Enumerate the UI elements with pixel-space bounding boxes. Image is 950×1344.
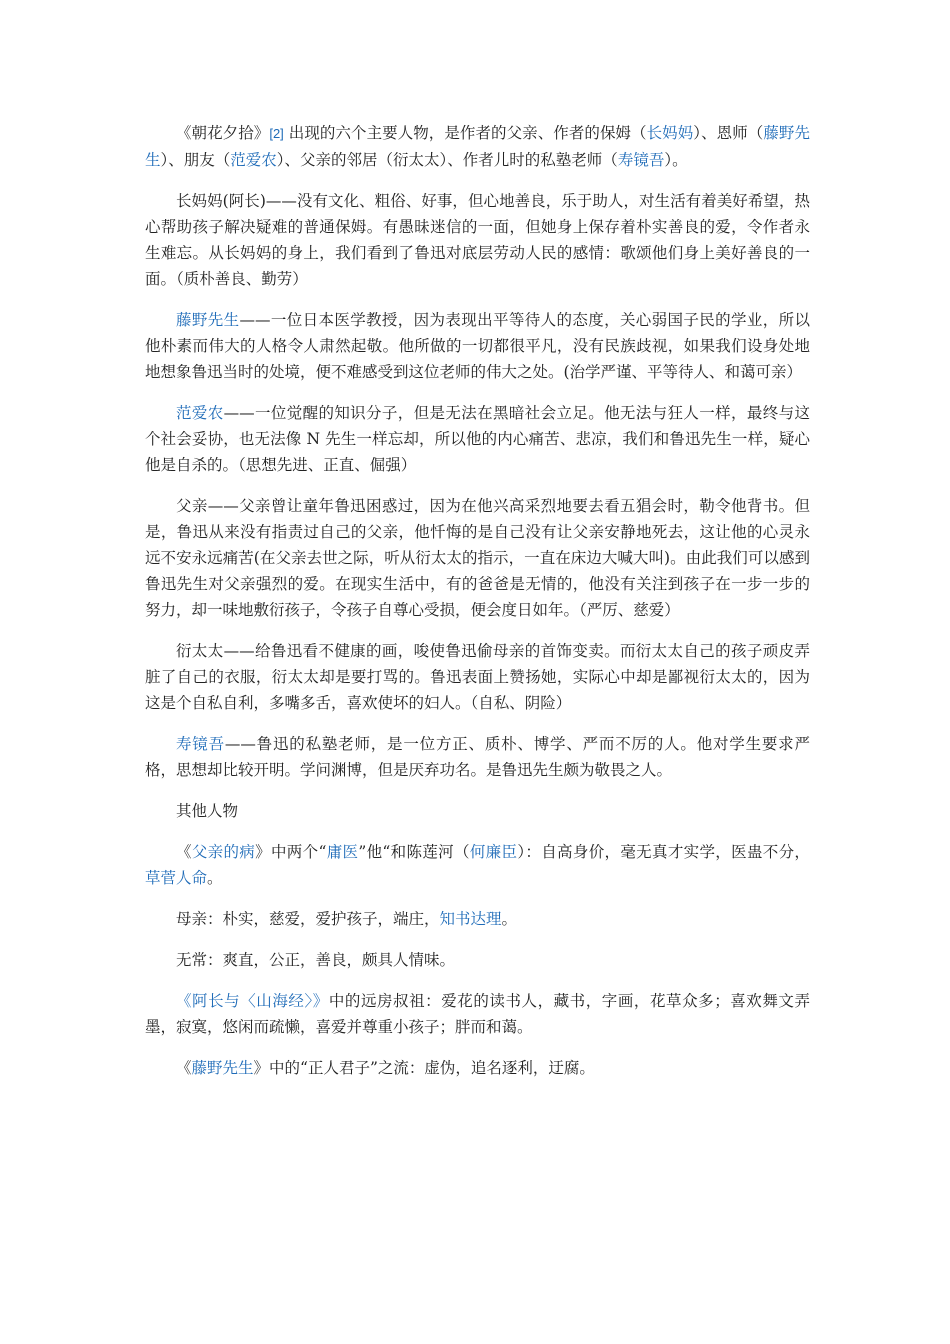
- link-fan-ainong[interactable]: 范爱农: [176, 404, 224, 422]
- document-page: [145, 120, 810, 1096]
- paragraph-text: 》中的“正人君子”之流：虚伪，追名逐利，迂腐。: [253, 1059, 595, 1077]
- paragraph-wuchang: 无常：爽直，公正，善良，颇具人情味。: [176, 951, 456, 969]
- link-fujino-sensei[interactable]: 藤野先生: [191, 1059, 254, 1077]
- paragraph-chang-mama: 长妈妈(阿长)——没有文化、粗俗、好事，但心地善良，乐于助人，对生活有着美好希望，热心帮助孩子解决疑难的普通保姆。有愚昧迷信的一面，但她身上保存着朴实善良的爱，令作者永生难忘。从长妈妈的身上，我们看到了鲁迅对底层劳动人民的感情：歌颂他们身上美好善良的一面。（质朴善良、勤劳）: [145, 192, 810, 288]
- reference-link[interactable]: [2]: [269, 126, 284, 141]
- paragraph-text: ——一位觉醒的知识分子，但是无法在黑暗社会立足。他无法与狂人一样，最终与这个社会妥协，也无法像 N 先生一样忘却，所以他的内心痛苦、悲凉，我们和鲁迅先生一样，疑心他是自杀的。（思想先进、正直、倔强）: [145, 404, 810, 474]
- paragraph-mother: [145, 906, 810, 932]
- paragraph-text: 。: [501, 910, 518, 928]
- paragraph-other-characters-heading: 其他人物: [176, 802, 239, 820]
- link-father-illness[interactable]: 父亲的病: [191, 843, 256, 861]
- paragraph-a-chang-shanhaijing: [145, 988, 810, 1040]
- paragraph-text: ）、父亲的邻居（衍太太）、作者儿时的私塾老师（: [276, 151, 618, 169]
- link-caojian-renming[interactable]: 草菅人命: [145, 869, 208, 887]
- paragraph-fan-ainong: [145, 400, 810, 478]
- paragraph-text: 《: [176, 1059, 192, 1077]
- paragraph-main-characters: [145, 120, 810, 173]
- paragraph-gentlemen: [145, 1055, 810, 1081]
- paragraph-father: 父亲——父亲曾让童年鲁迅困惑过，因为在他兴高采烈地要去看五猖会时，勒令他背书。但是，鲁迅从来没有指责过自己的父亲，他忏悔的是自己没有让父亲安静地死去，这让他的心灵永远不安永远痛苦(在父亲去世之际，听从衍太太的指示，一直在床边大喊大叫)。由此我们可以感到鲁迅先生对父亲强烈的爱。在现实生活中，有的爸爸是无情的，他没有关注到孩子在一步一步的努力，却一味地敷衍孩子，令孩子自尊心受损，便会度日如年。（严厉、慈爱）: [145, 497, 810, 619]
- link-shou-jingwu[interactable]: 寿镜吾: [176, 735, 225, 753]
- paragraph-shou-jingwu: [145, 731, 810, 783]
- link-quack-doctor[interactable]: 庸医: [326, 843, 359, 861]
- paragraph-text: 》中两个“: [255, 843, 327, 861]
- link-shou-jingwu[interactable]: 寿镜吾: [617, 151, 665, 169]
- paragraph-text: 。: [207, 869, 223, 887]
- link-he-lianchen[interactable]: 何廉臣: [469, 843, 518, 861]
- paragraph-text: ”他“和陈莲河（: [358, 843, 470, 861]
- paragraph-fujino: [145, 307, 810, 385]
- paragraph-text: 《: [176, 843, 192, 861]
- paragraph-yan-taitai: 衍太太——给鲁迅看不健康的画，唆使鲁迅偷母亲的首饰变卖。而衍太太自己的孩子顽皮弄脏了自己的衣服，衍太太却是要打骂的。鲁迅表面上赞扬她，实际心中却是鄙视衍太太的，因为这是个自私自利，多嘴多舌，喜欢使坏的妇人。（自私、阴险）: [145, 642, 810, 712]
- paragraph-text: ）。: [664, 151, 688, 169]
- paragraph-text: 出现的六个主要人物，是作者的父亲、作者的保姆（: [283, 124, 647, 142]
- paragraph-text: ）、恩师（: [693, 124, 764, 142]
- paragraph-text: ）：自高身价，毫无真才实学，医蛊不分，: [517, 843, 810, 861]
- link-a-chang-shanhaijing[interactable]: 《阿长与〈山海经〉》: [176, 992, 329, 1010]
- paragraph-text: ——鲁迅的私塾老师，是一位方正、质朴、博学、严而不厉的人。他对学生要求严格，思想却比较开明。学问渊博，但是厌弃功名。是鲁迅先生颇为敬畏之人。: [145, 735, 810, 779]
- paragraph-text: ）、朋友（: [160, 151, 231, 169]
- paragraph-text: ——一位日本医学教授，因为表现出平等待人的态度，关心弱国子民的学业，所以他朴素而伟大的人格令人肃然起敬。他所做的一切都很平凡，没有民族歧视，如果我们设身处地地想象鲁迅当时的处境，便不难感受到这位老师的伟大之处。(治学严谨、平等待人、和蔼可亲）: [145, 311, 810, 381]
- paragraph-text: 母亲：朴实，慈爱，爱护孩子，端庄，: [176, 910, 440, 928]
- link-fan-ainong[interactable]: 范爱农: [230, 151, 277, 169]
- link-chang-mama[interactable]: 长妈妈: [646, 124, 694, 142]
- paragraph-father-illness: [145, 839, 810, 891]
- link-zhishu-dali[interactable]: 知书达理: [439, 910, 502, 928]
- paragraph-text: 中的远房叔祖：爱花的读书人，藏书，字画，花草众多；喜欢舞文弄墨，寂寞，悠闲而疏懒，喜爱并尊重小孩子；胖而和蔼。: [145, 992, 810, 1036]
- link-fujino-sensei[interactable]: 藤野先生: [145, 124, 810, 169]
- book-title-text: 《朝花夕拾》: [176, 124, 270, 142]
- link-fujino-sensei[interactable]: 藤野先生: [176, 311, 240, 329]
